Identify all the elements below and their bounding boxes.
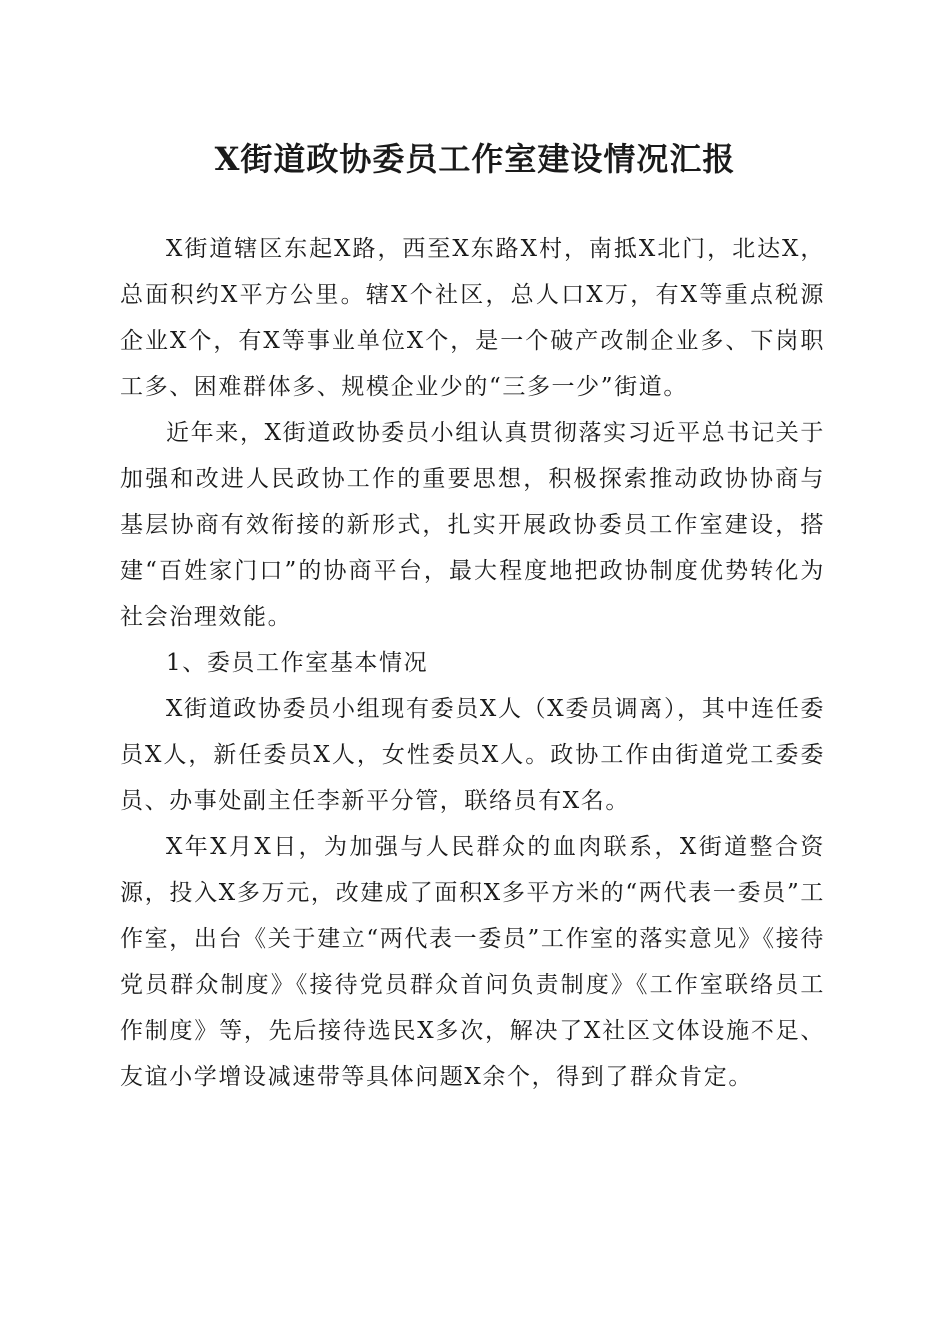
paragraph-recent-work: 近年来，X街道政协委员小组认真贯彻落实习近平总书记关于加强和改进人民政协工作的重要思想，积极探索推动政协协商与基层协商有效衔接的新形式，扎实开展政协委员工作室建设，搭建“百姓家门口”的协商平台，最大程度地把政协制度优势转化为社会治理效能。 — [120, 420, 825, 630]
section-heading-basic-info: 1、委员工作室基本情况 — [166, 650, 429, 676]
document-body — [120, 226, 825, 1100]
paragraph-studio-establishment: X年X月X日，为加强与人民群众的血肉联系，X街道整合资源，投入X多万元，改建成了面积X多平方米的“两代表一委员”工作室，出台《关于建立“两代表一委员”工作室的落实意见》《接待党员群众制度》《接待党员群众首问负责制度》《工作室联络员工作制度》等，先后接待选民X多次，解决了X社区文体设施不足、友谊小学增设减速带等具体问题X余个，得到了群众肯定。 — [120, 834, 825, 1090]
paragraph-members: X街道政协委员小组现有委员X人（X委员调离），其中连任委员X人，新任委员X人，女性委员X人。政协工作由街道党工委委员、办事处副主任李新平分管，联络员有X名。 — [120, 696, 825, 814]
document-title: X街道政协委员工作室建设情况汇报 — [214, 140, 736, 178]
paragraph-overview: X街道辖区东起X路，西至X东路X村，南抵X北门，北达X，总面积约X平方公里。辖X个社区，总人口X万，有X等重点税源企业X个，有X等事业单位X个，是一个破产改制企业多、下岗职工多、困难群体多、规模企业少的“三多一少”街道。 — [120, 236, 825, 400]
